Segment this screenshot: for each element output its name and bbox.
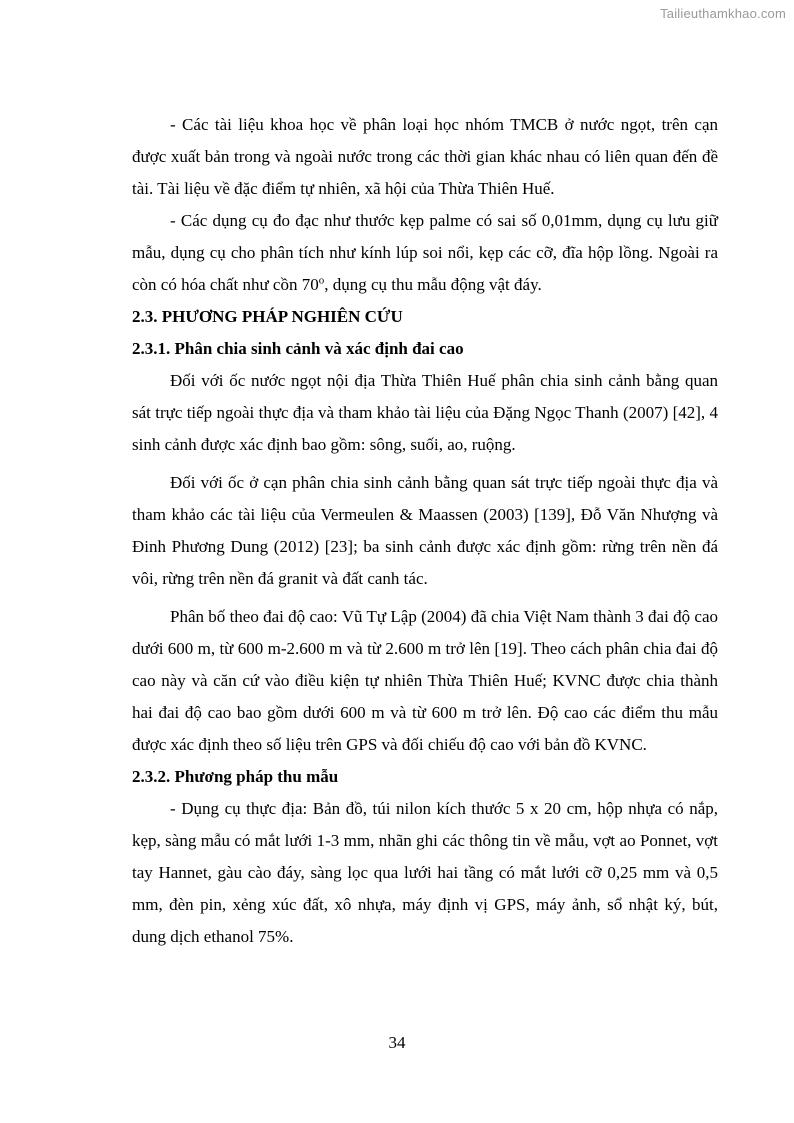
paragraph-equipment-text: - Các dụng cụ đo đạc như thước kẹp palme có sai số 0,01mm, dụng cụ lưu giữ mẫu, dụng cụ cho phân tích như kính lúp soi nổi, kẹp các cỡ, đĩa hộp lồng. Ngoài ra còn có hóa chất như cồn 70 bbox=[132, 211, 718, 294]
degree-superscript: o bbox=[318, 274, 325, 287]
document-body bbox=[132, 109, 718, 953]
paragraph-field-tools: - Dụng cụ thực địa: Bản đồ, túi nilon kích thước 5 x 20 cm, hộp nhựa có nắp, kẹp, sàng mẫu có mắt lưới 1-3 mm, nhãn ghi các thông tin về mẫu, vợt ao Ponnet, vợt tay Hannet, gàu cào đáy, sàng lọc qua lưới hai tầng có mắt lưới cỡ 0,25 mm và 0,5 mm, đèn pin, xẻng xúc đất, xô nhựa, máy định vị GPS, máy ảnh, sổ nhật ký, bút, dung dịch ethanol 75%. bbox=[132, 799, 718, 946]
paragraph-literature: - Các tài liệu khoa học về phân loại học nhóm TMCB ở nước ngọt, trên cạn được xuất bản trong và ngoài nước trong các thời gian khác nhau có liên quan đến đề tài. Tài liệu về đặc điểm tự nhiên, xã hội của Thừa Thiên Huế. bbox=[132, 115, 718, 198]
section-heading-2-3-2: 2.3.2. Phương pháp thu mẫu bbox=[132, 767, 339, 786]
page-number: 34 bbox=[388, 1033, 406, 1052]
section-heading-2-3-1: 2.3.1. Phân chia sinh cảnh và xác định đai cao bbox=[132, 339, 464, 358]
paragraph-altitude-zones: Phân bố theo đai độ cao: Vũ Tự Lập (2004) đã chia Việt Nam thành 3 đai độ cao dưới 600 m, từ 600 m-2.600 m và từ 2.600 m trở lên [19]. Theo cách phân chia đai độ cao này và căn cứ vào điều kiện tự nhiên Thừa Thiên Huế; KVNC được chia thành hai đai độ cao bao gồm dưới 600 m và từ 600 m trở lên. Độ cao các điểm thu mẫu được xác định theo số liệu trên GPS và đối chiếu độ cao với bản đồ KVNC. bbox=[132, 607, 718, 754]
section-heading-2-3: 2.3. PHƯƠNG PHÁP NGHIÊN CỨU bbox=[132, 307, 403, 326]
paragraph-equipment-tail: , dụng cụ thu mẫu động vật đáy. bbox=[324, 275, 542, 294]
watermark: Tailieuthamkhao.com bbox=[660, 6, 786, 21]
paragraph-equipment bbox=[132, 205, 718, 301]
paragraph-freshwater-habitat: Đối với ốc nước ngọt nội địa Thừa Thiên Huế phân chia sinh cảnh bằng quan sát trực tiếp ngoài thực địa và tham khảo tài liệu của Đặng Ngọc Thanh (2007) [42], 4 sinh cảnh được xác định bao gồm: sông, suối, ao, ruộng. bbox=[132, 371, 718, 454]
paragraph-land-habitat: Đối với ốc ở cạn phân chia sinh cảnh bằng quan sát trực tiếp ngoài thực địa và tham khảo các tài liệu của Vermeulen & Maassen (2003) [139], Đỗ Văn Nhượng và Đinh Phương Dung (2012) [23]; ba sinh cảnh được xác định gồm: rừng trên nền đá vôi, rừng trên nền đá granit và đất canh tác. bbox=[132, 473, 718, 588]
